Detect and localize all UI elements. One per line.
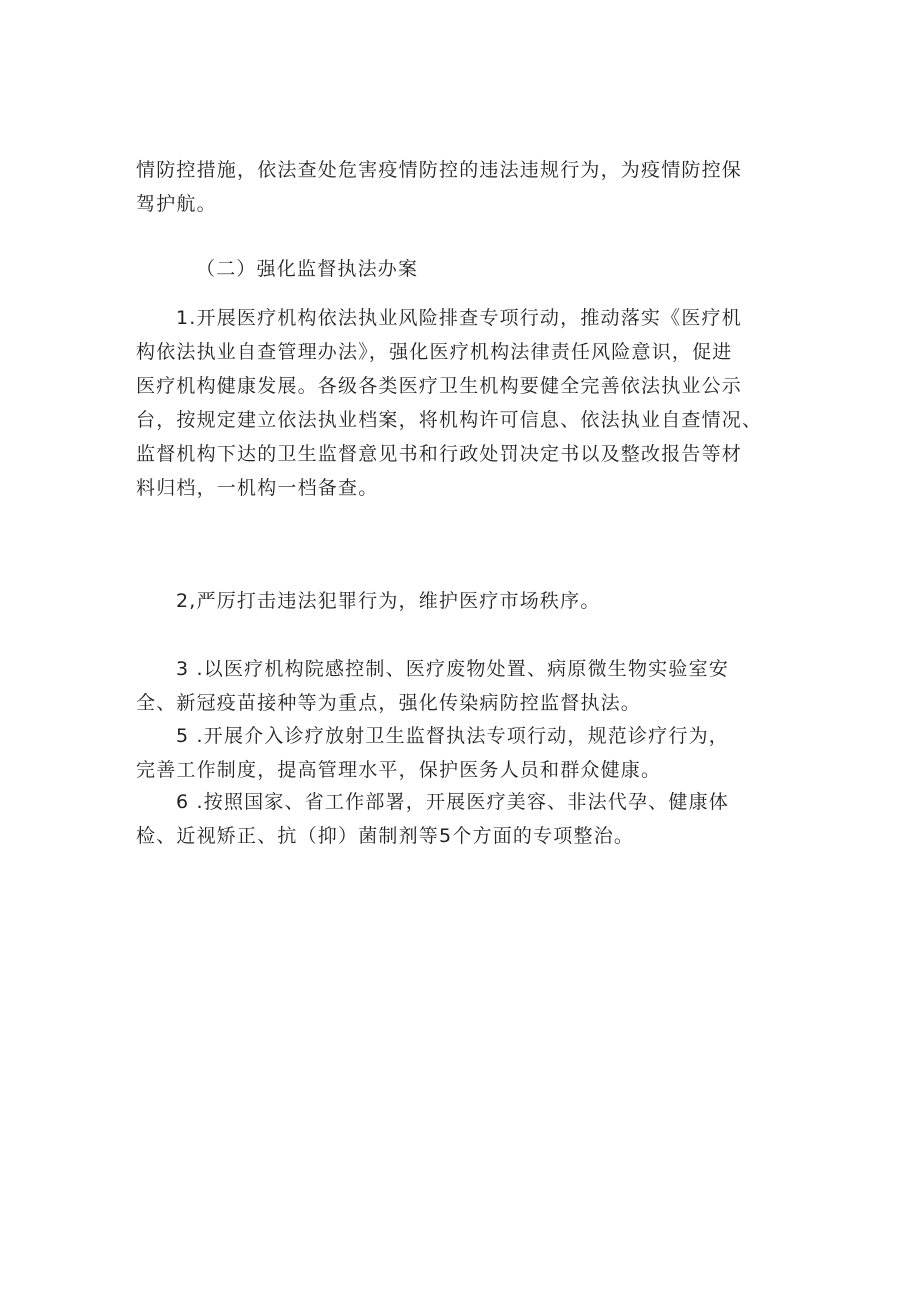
section-heading <box>136 252 796 286</box>
text-line: 6 .按照国家、省工作部署，开展医疗美容、非法代孕、健康体 <box>176 791 729 813</box>
list-item-3 <box>136 652 796 720</box>
text-line: 监督机构下达的卫生监督意见书和行政处罚决定书以及整改报告等材 <box>136 443 743 465</box>
text-line: 构依法执业自查管理办法》，强化医疗机构法律责任风险意识，促进 <box>136 341 733 363</box>
text-line: 3 .以医疗机构院感控制、医疗废物处置、病原微生物实验室安 <box>176 658 729 680</box>
text-line: 医疗机构健康发展。各级各类医疗卫生机构要健全完善依法执业公示 <box>136 375 743 397</box>
list-item-6 <box>136 785 796 853</box>
text-line: 台，按规定建立依法执业档案，将机构许可信息、依法执业自查情况、 <box>136 409 763 431</box>
section-heading-text: （二）强化监督执法办案 <box>196 258 419 280</box>
text-line: 全、新冠疫苗接种等为重点，强化传染病防控监督执法。 <box>136 692 642 714</box>
text-line: 5 .开展介入诊疗放射卫生监督执法专项行动，规范诊疗行为， <box>176 725 729 747</box>
list-item-1 <box>136 301 796 505</box>
text-line: 2,严厉打击违法犯罪行为，维护医疗市场秩序。 <box>176 590 601 612</box>
list-item-2 <box>136 584 796 618</box>
paragraph-continuation <box>136 153 796 221</box>
list-item-5 <box>136 719 796 787</box>
text-line: 情防控措施，依法查处危害疫情防控的违法违规行为，为疫情防控保 <box>136 159 743 181</box>
text-line: 检、近视矫正、抗（抑）菌制剂等5个方面的专项整治。 <box>136 825 635 847</box>
text-line: 1.开展医疗机构依法执业风险排查专项行动，推动落实《医疗机 <box>176 307 742 329</box>
text-line: 料归档，一机构一档备查。 <box>136 477 379 499</box>
text-line: 完善工作制度，提高管理水平，保护医务人员和群众健康。 <box>136 759 662 781</box>
text-line: 驾护航。 <box>136 193 217 215</box>
